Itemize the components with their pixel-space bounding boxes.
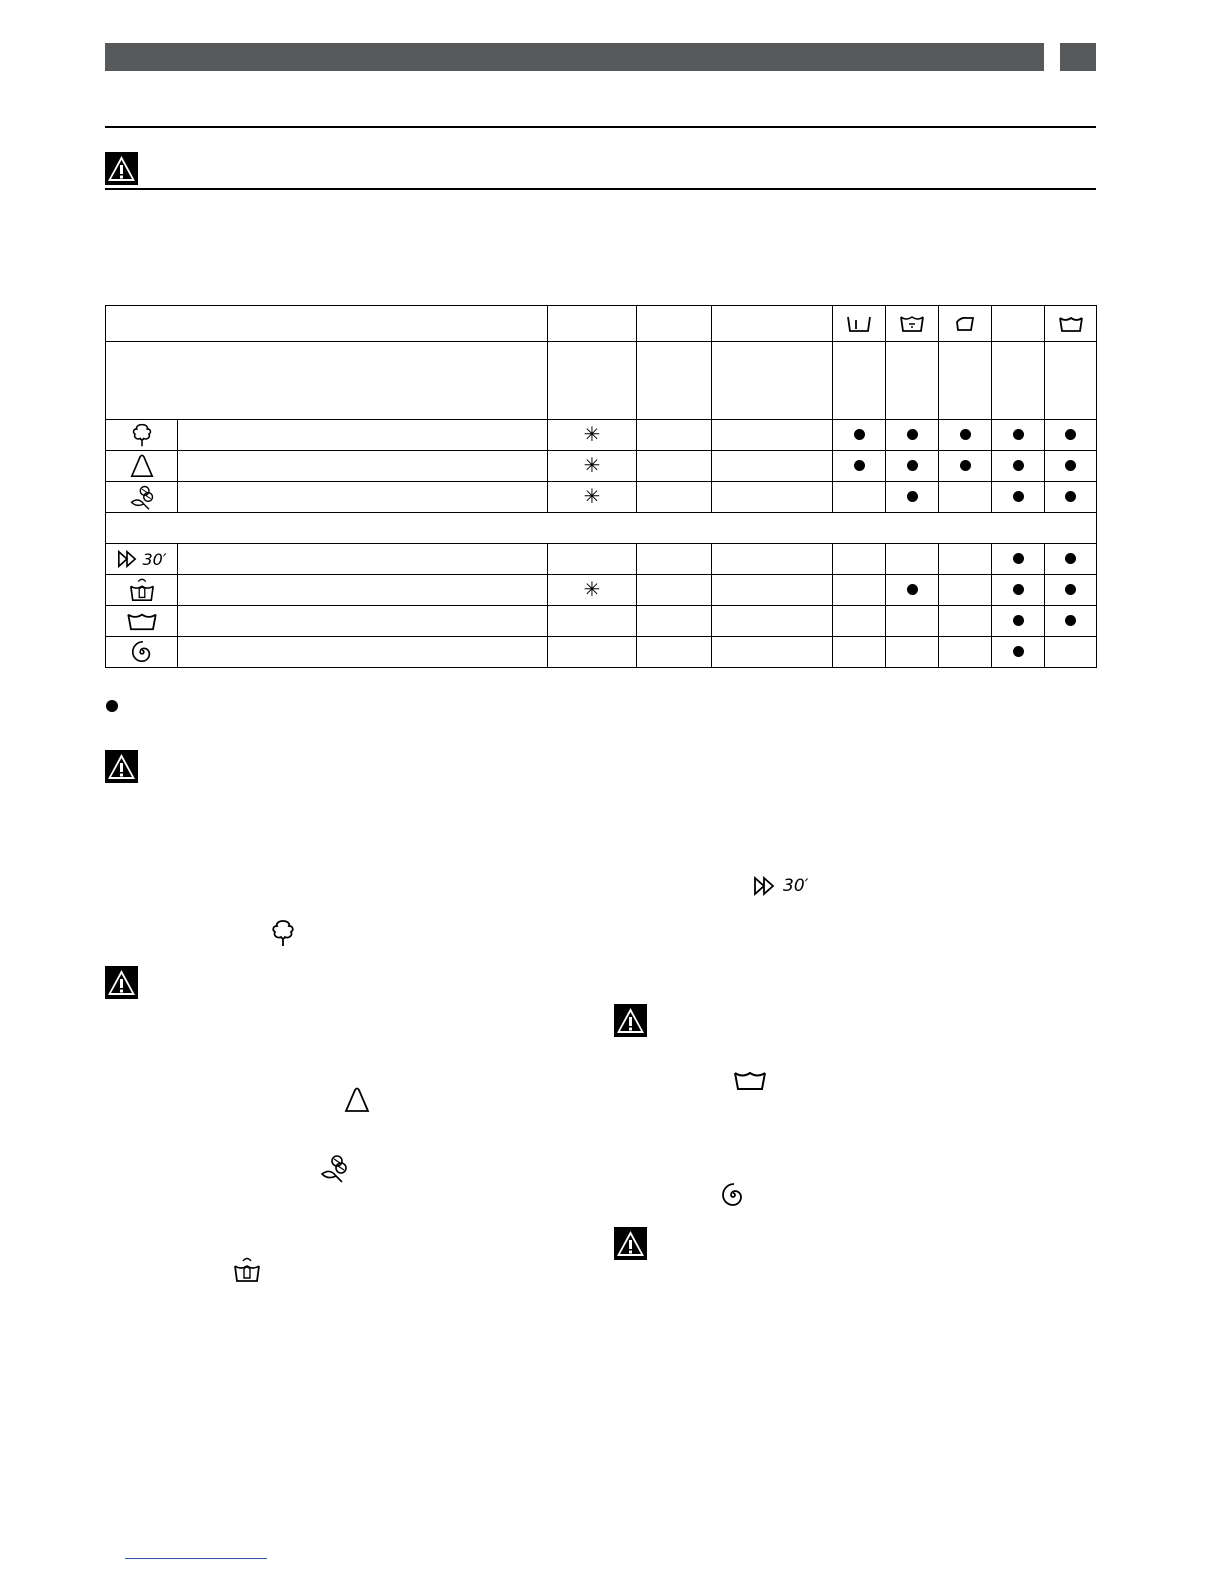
option-cell bbox=[886, 482, 939, 513]
header-cell-prewash bbox=[833, 306, 886, 342]
quick-30-inline bbox=[753, 875, 815, 897]
spin-cell bbox=[637, 544, 712, 575]
header-cell-load bbox=[712, 306, 833, 342]
available-dot bbox=[1065, 615, 1076, 626]
header-cell-temp bbox=[548, 306, 637, 342]
header-cell-extra bbox=[939, 306, 992, 342]
quick-30-label: 30′ bbox=[142, 549, 167, 569]
option-cell bbox=[886, 420, 939, 451]
title-bottom-rule bbox=[105, 188, 1096, 190]
available-dot bbox=[907, 584, 918, 595]
subheader-cell bbox=[548, 342, 637, 420]
available-dot bbox=[1013, 429, 1024, 440]
option-cell bbox=[886, 606, 939, 637]
header-cell-spin bbox=[637, 306, 712, 342]
option-cell bbox=[992, 544, 1045, 575]
temp-cell bbox=[548, 544, 637, 575]
spin-icon bbox=[130, 640, 154, 664]
programme-description-cell bbox=[178, 420, 548, 451]
spin-icon bbox=[720, 1182, 746, 1213]
synthetics-icon bbox=[128, 453, 156, 479]
table-header-row bbox=[106, 306, 1097, 342]
option-cell bbox=[1045, 482, 1097, 513]
subheader-cell bbox=[939, 342, 992, 420]
table-separator-row bbox=[106, 513, 1097, 544]
programme-icon-cell bbox=[106, 575, 178, 606]
load-cell bbox=[712, 575, 833, 606]
asterisk-icon: ✳ bbox=[583, 484, 601, 508]
rinse-icon bbox=[126, 610, 158, 632]
programme-description-cell bbox=[178, 482, 548, 513]
available-dot bbox=[1013, 584, 1024, 595]
available-dot bbox=[1065, 553, 1076, 564]
available-dot bbox=[1065, 584, 1076, 595]
rinse-icon bbox=[733, 1068, 767, 1097]
header-cell-stain bbox=[886, 306, 939, 342]
load-cell bbox=[712, 637, 833, 668]
subheader-cell bbox=[886, 342, 939, 420]
available-dot bbox=[907, 460, 918, 471]
asterisk-icon: ✳ bbox=[583, 577, 601, 601]
warning-icon bbox=[614, 1004, 647, 1037]
available-dot bbox=[960, 460, 971, 471]
option-cell bbox=[939, 606, 992, 637]
option-cell bbox=[886, 637, 939, 668]
option-cell bbox=[1045, 544, 1097, 575]
table-row bbox=[106, 451, 1097, 482]
programme-description-cell bbox=[178, 544, 548, 575]
header-cell-wash bbox=[1045, 306, 1097, 342]
programme-description-cell bbox=[178, 606, 548, 637]
option-cell bbox=[992, 482, 1045, 513]
available-dot bbox=[1065, 460, 1076, 471]
option-cell bbox=[1045, 606, 1097, 637]
spin-cell bbox=[637, 606, 712, 637]
load-cell bbox=[712, 606, 833, 637]
available-dot bbox=[854, 429, 865, 440]
temp-cell bbox=[548, 575, 637, 606]
table-row bbox=[106, 606, 1097, 637]
hand-wash-icon bbox=[128, 577, 156, 603]
option-cell bbox=[992, 606, 1045, 637]
warning-icon bbox=[105, 152, 138, 185]
programme-description-cell bbox=[178, 575, 548, 606]
table-row bbox=[106, 575, 1097, 606]
option-cell bbox=[992, 637, 1045, 668]
table-row bbox=[106, 482, 1097, 513]
option-cell bbox=[886, 575, 939, 606]
hand-wash-icon bbox=[232, 1256, 262, 1289]
load-cell bbox=[712, 420, 833, 451]
table-row bbox=[106, 544, 1097, 575]
option-cell bbox=[992, 420, 1045, 451]
programme-icon-cell bbox=[106, 544, 178, 575]
wool-icon bbox=[318, 1152, 350, 1189]
subheader-cell bbox=[637, 342, 712, 420]
header-bar bbox=[105, 43, 1044, 71]
option-cell bbox=[833, 451, 886, 482]
available-dot bbox=[907, 491, 918, 502]
page-number-box bbox=[1060, 43, 1096, 71]
programme-icon-cell bbox=[106, 451, 178, 482]
prewash-icon bbox=[845, 314, 873, 334]
programme-icon-cell bbox=[106, 637, 178, 668]
warning-icon bbox=[614, 1227, 647, 1260]
option-cell bbox=[833, 637, 886, 668]
warning-icon bbox=[105, 750, 138, 783]
option-cell bbox=[939, 420, 992, 451]
temp-cell bbox=[548, 482, 637, 513]
asterisk-icon: ✳ bbox=[583, 453, 601, 477]
fast-forward-icon bbox=[753, 875, 775, 897]
available-dot bbox=[854, 460, 865, 471]
available-dot bbox=[1013, 491, 1024, 502]
asterisk-icon: ✳ bbox=[583, 422, 601, 446]
programme-icon-cell bbox=[106, 482, 178, 513]
stain-wash-icon bbox=[898, 314, 926, 334]
spin-cell bbox=[637, 482, 712, 513]
programme-description-cell bbox=[178, 637, 548, 668]
header-cell-blank bbox=[992, 306, 1045, 342]
cotton-icon bbox=[269, 918, 297, 953]
subheader-cell bbox=[1045, 342, 1097, 420]
temp-cell bbox=[548, 451, 637, 482]
available-dot bbox=[1013, 553, 1024, 564]
iron-icon bbox=[951, 314, 979, 334]
available-dot bbox=[1013, 615, 1024, 626]
subheader-cell bbox=[992, 342, 1045, 420]
option-cell bbox=[833, 482, 886, 513]
cotton-icon bbox=[128, 422, 156, 448]
separator-cell bbox=[106, 513, 1097, 544]
quick-30-label: 30′ bbox=[783, 876, 809, 896]
subheader-cell bbox=[833, 342, 886, 420]
table-row bbox=[106, 420, 1097, 451]
option-cell bbox=[939, 637, 992, 668]
temp-cell bbox=[548, 606, 637, 637]
option-cell bbox=[992, 575, 1045, 606]
option-cell bbox=[886, 544, 939, 575]
option-cell bbox=[939, 451, 992, 482]
header-cell-programme bbox=[106, 306, 548, 342]
warning-icon bbox=[105, 966, 138, 999]
available-dot bbox=[1065, 429, 1076, 440]
table-subheader-row bbox=[106, 342, 1097, 420]
footer-link-underline bbox=[125, 1558, 267, 1559]
programme-icon-cell bbox=[106, 606, 178, 637]
option-cell bbox=[1045, 420, 1097, 451]
programme-icon-cell bbox=[106, 420, 178, 451]
option-cell bbox=[939, 575, 992, 606]
load-cell bbox=[712, 544, 833, 575]
temp-cell bbox=[548, 637, 637, 668]
available-dot bbox=[960, 429, 971, 440]
subheader-cell bbox=[712, 342, 833, 420]
available-dot bbox=[907, 429, 918, 440]
programme-description-cell bbox=[178, 451, 548, 482]
synthetics-icon bbox=[342, 1086, 372, 1119]
option-cell bbox=[992, 451, 1045, 482]
quick-30-icon bbox=[117, 549, 167, 569]
option-cell bbox=[833, 606, 886, 637]
option-cell bbox=[1045, 637, 1097, 668]
spin-cell bbox=[637, 575, 712, 606]
title-top-rule bbox=[105, 126, 1096, 128]
spin-cell bbox=[637, 637, 712, 668]
legend-dot bbox=[106, 700, 118, 712]
subheader-cell-description bbox=[106, 342, 548, 420]
option-cell bbox=[833, 420, 886, 451]
option-cell bbox=[1045, 451, 1097, 482]
available-dot bbox=[1013, 646, 1024, 657]
spin-cell bbox=[637, 451, 712, 482]
programme-table bbox=[105, 305, 1097, 668]
option-cell bbox=[833, 575, 886, 606]
wash-tub-icon bbox=[1057, 314, 1085, 334]
temp-cell bbox=[548, 420, 637, 451]
option-cell bbox=[1045, 575, 1097, 606]
available-dot bbox=[1013, 460, 1024, 471]
option-cell bbox=[833, 544, 886, 575]
wool-icon bbox=[128, 483, 156, 511]
option-cell bbox=[939, 544, 992, 575]
table-row bbox=[106, 637, 1097, 668]
available-dot bbox=[1065, 491, 1076, 502]
spin-cell bbox=[637, 420, 712, 451]
option-cell bbox=[886, 451, 939, 482]
load-cell bbox=[712, 482, 833, 513]
load-cell bbox=[712, 451, 833, 482]
option-cell bbox=[939, 482, 992, 513]
